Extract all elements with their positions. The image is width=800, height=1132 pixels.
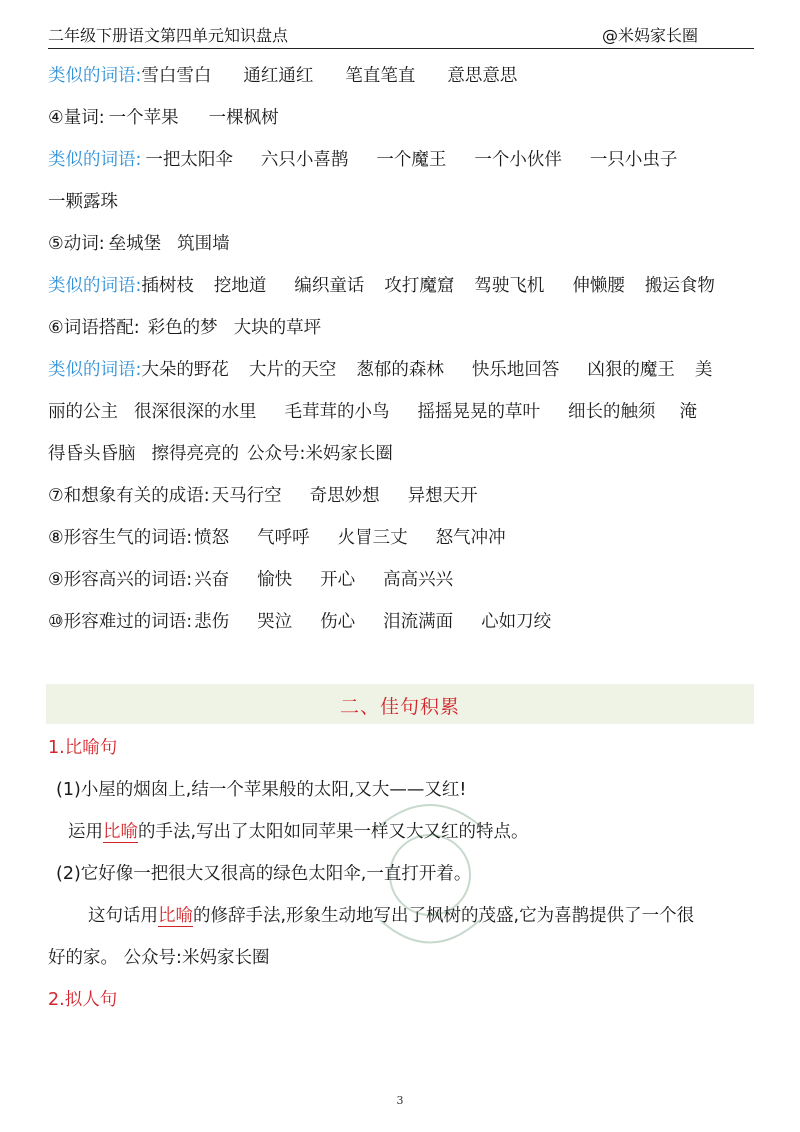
measure-label: ④量词:	[48, 108, 105, 128]
word: 悲伤	[194, 612, 230, 632]
word: 公众号:米妈家长圈	[247, 444, 393, 464]
example-note-1	[68, 820, 529, 844]
similar-label: 类似的词语:	[48, 66, 142, 86]
note-text: 这句话用	[88, 906, 158, 926]
word: 六只小喜鹊	[260, 150, 349, 170]
highlight-keyword: 比喻	[158, 906, 193, 926]
word: 大块的草坪	[233, 318, 322, 338]
word: 彩色的梦	[147, 318, 218, 338]
example-note-2-cont: 好的家。 公众号:米妈家长圈	[48, 948, 270, 968]
word: 哭泣	[257, 612, 293, 632]
note-text: 运用	[68, 822, 103, 842]
idiom-row	[48, 484, 478, 508]
word: 一个魔王	[376, 150, 447, 170]
word: 愤怒	[194, 528, 230, 548]
collocation-label: ⑥词语搭配:	[48, 318, 140, 338]
similar-words-row-3	[48, 274, 715, 298]
sad-words-row	[48, 610, 551, 634]
word: 开心	[320, 570, 356, 590]
word: 意思意思	[447, 66, 518, 86]
example-note-2	[88, 904, 694, 928]
word: 大朵的野花	[141, 360, 229, 380]
similar-words-row-4	[48, 358, 712, 382]
idiom-label: ⑦和想象有关的成语:	[48, 486, 210, 506]
word: 挖地道	[213, 276, 267, 296]
word: 擦得亮亮的	[151, 444, 239, 464]
word: 愉快	[257, 570, 293, 590]
similar-label: 类似的词语:	[48, 276, 142, 296]
word: 毛茸茸的小鸟	[284, 402, 390, 422]
sad-label: ⑩形容难过的词语:	[48, 612, 193, 632]
verb-words-row	[48, 232, 230, 256]
word: 笔直笔直	[345, 66, 416, 86]
word: 垒城堡	[108, 234, 162, 254]
word: 丽的公主	[48, 402, 118, 422]
word: 气呼呼	[257, 528, 310, 548]
word: 天马行空	[211, 486, 282, 506]
subsection-title-metaphor: 1.比喻句	[48, 738, 118, 758]
word: 怒气冲冲	[435, 528, 506, 548]
similar-words-row-4-line2	[48, 400, 697, 424]
note-text: 的修辞手法,形象生动地写出了枫树的茂盛,它为喜鹊提供了一个很	[193, 906, 695, 926]
word: 细长的触须	[568, 402, 656, 422]
highlight-keyword: 比喻	[103, 822, 138, 842]
similar-label: 类似的词语:	[48, 360, 142, 380]
word: 异想天开	[407, 486, 478, 506]
word: 编织童话	[294, 276, 365, 296]
example-sentence-1: (1)小屋的烟囱上,结一个苹果般的太阳,又大——又红!	[56, 780, 467, 800]
word: 伸懒腰	[572, 276, 625, 296]
word: 雪白雪白	[141, 66, 212, 86]
similar-words-row-2-cont: 一颗露珠	[48, 192, 118, 212]
happy-label: ⑨形容高兴的词语:	[48, 570, 193, 590]
word: 美	[694, 360, 713, 380]
note-text: 的手法,写出了太阳如同苹果一样又大又红的特点。	[138, 822, 529, 842]
word: 一棵枫树	[208, 108, 279, 128]
page-number: 3	[396, 1094, 404, 1107]
word: 快乐地回答	[471, 360, 560, 380]
angry-label: ⑧形容生气的词语:	[48, 528, 193, 548]
collocation-row	[48, 316, 321, 340]
word: 淹	[679, 402, 697, 422]
word: 搬运食物	[644, 276, 715, 296]
word: 火冒三丈	[337, 528, 408, 548]
word: 攻打魔窟	[384, 276, 455, 296]
page-header	[48, 22, 754, 49]
subsection-title-personification: 2.拟人句	[48, 990, 118, 1010]
word: 心如刀绞	[481, 612, 552, 632]
happy-words-row	[48, 568, 453, 592]
word: 筑围墙	[177, 234, 230, 254]
measure-words-row	[48, 106, 279, 130]
word: 葱郁的森林	[356, 360, 444, 380]
word: 凶狠的魔王	[587, 360, 675, 380]
header-account: @米妈家长圈	[601, 26, 698, 45]
angry-words-row	[48, 526, 506, 550]
word: 摇摇晃晃的草叶	[417, 402, 540, 422]
word: 很深很深的水里	[134, 402, 257, 422]
word: 伤心	[320, 612, 356, 632]
similar-label: 类似的词语:	[48, 150, 142, 170]
word: 奇思妙想	[309, 486, 380, 506]
word: 插树枝	[141, 276, 194, 296]
word: 一把太阳伞	[145, 150, 233, 170]
word: 泪流满面	[383, 612, 454, 632]
verb-label: ⑤动词:	[48, 234, 105, 254]
word: 高高兴兴	[383, 570, 454, 590]
word: 通红通红	[243, 66, 314, 86]
similar-words-row-2	[48, 148, 677, 172]
word: 一只小虫子	[589, 150, 678, 170]
word: 得昏头昏脑	[48, 444, 136, 464]
word: 大片的天空	[248, 360, 337, 380]
word: 一个苹果	[108, 108, 179, 128]
header-title: 二年级下册语文第四单元知识盘点	[48, 26, 289, 45]
similar-words-row-4-line3	[48, 442, 393, 466]
word: 一个小伙伴	[474, 150, 562, 170]
section-header-band	[46, 684, 754, 724]
similar-words-row-1	[48, 64, 517, 88]
word: 驾驶飞机	[474, 276, 545, 296]
section-title: 二、佳句积累	[339, 696, 460, 718]
word: 兴奋	[194, 570, 230, 590]
example-sentence-2: (2)它好像一把很大又很高的绿色太阳伞,一直打开着。	[56, 864, 472, 884]
